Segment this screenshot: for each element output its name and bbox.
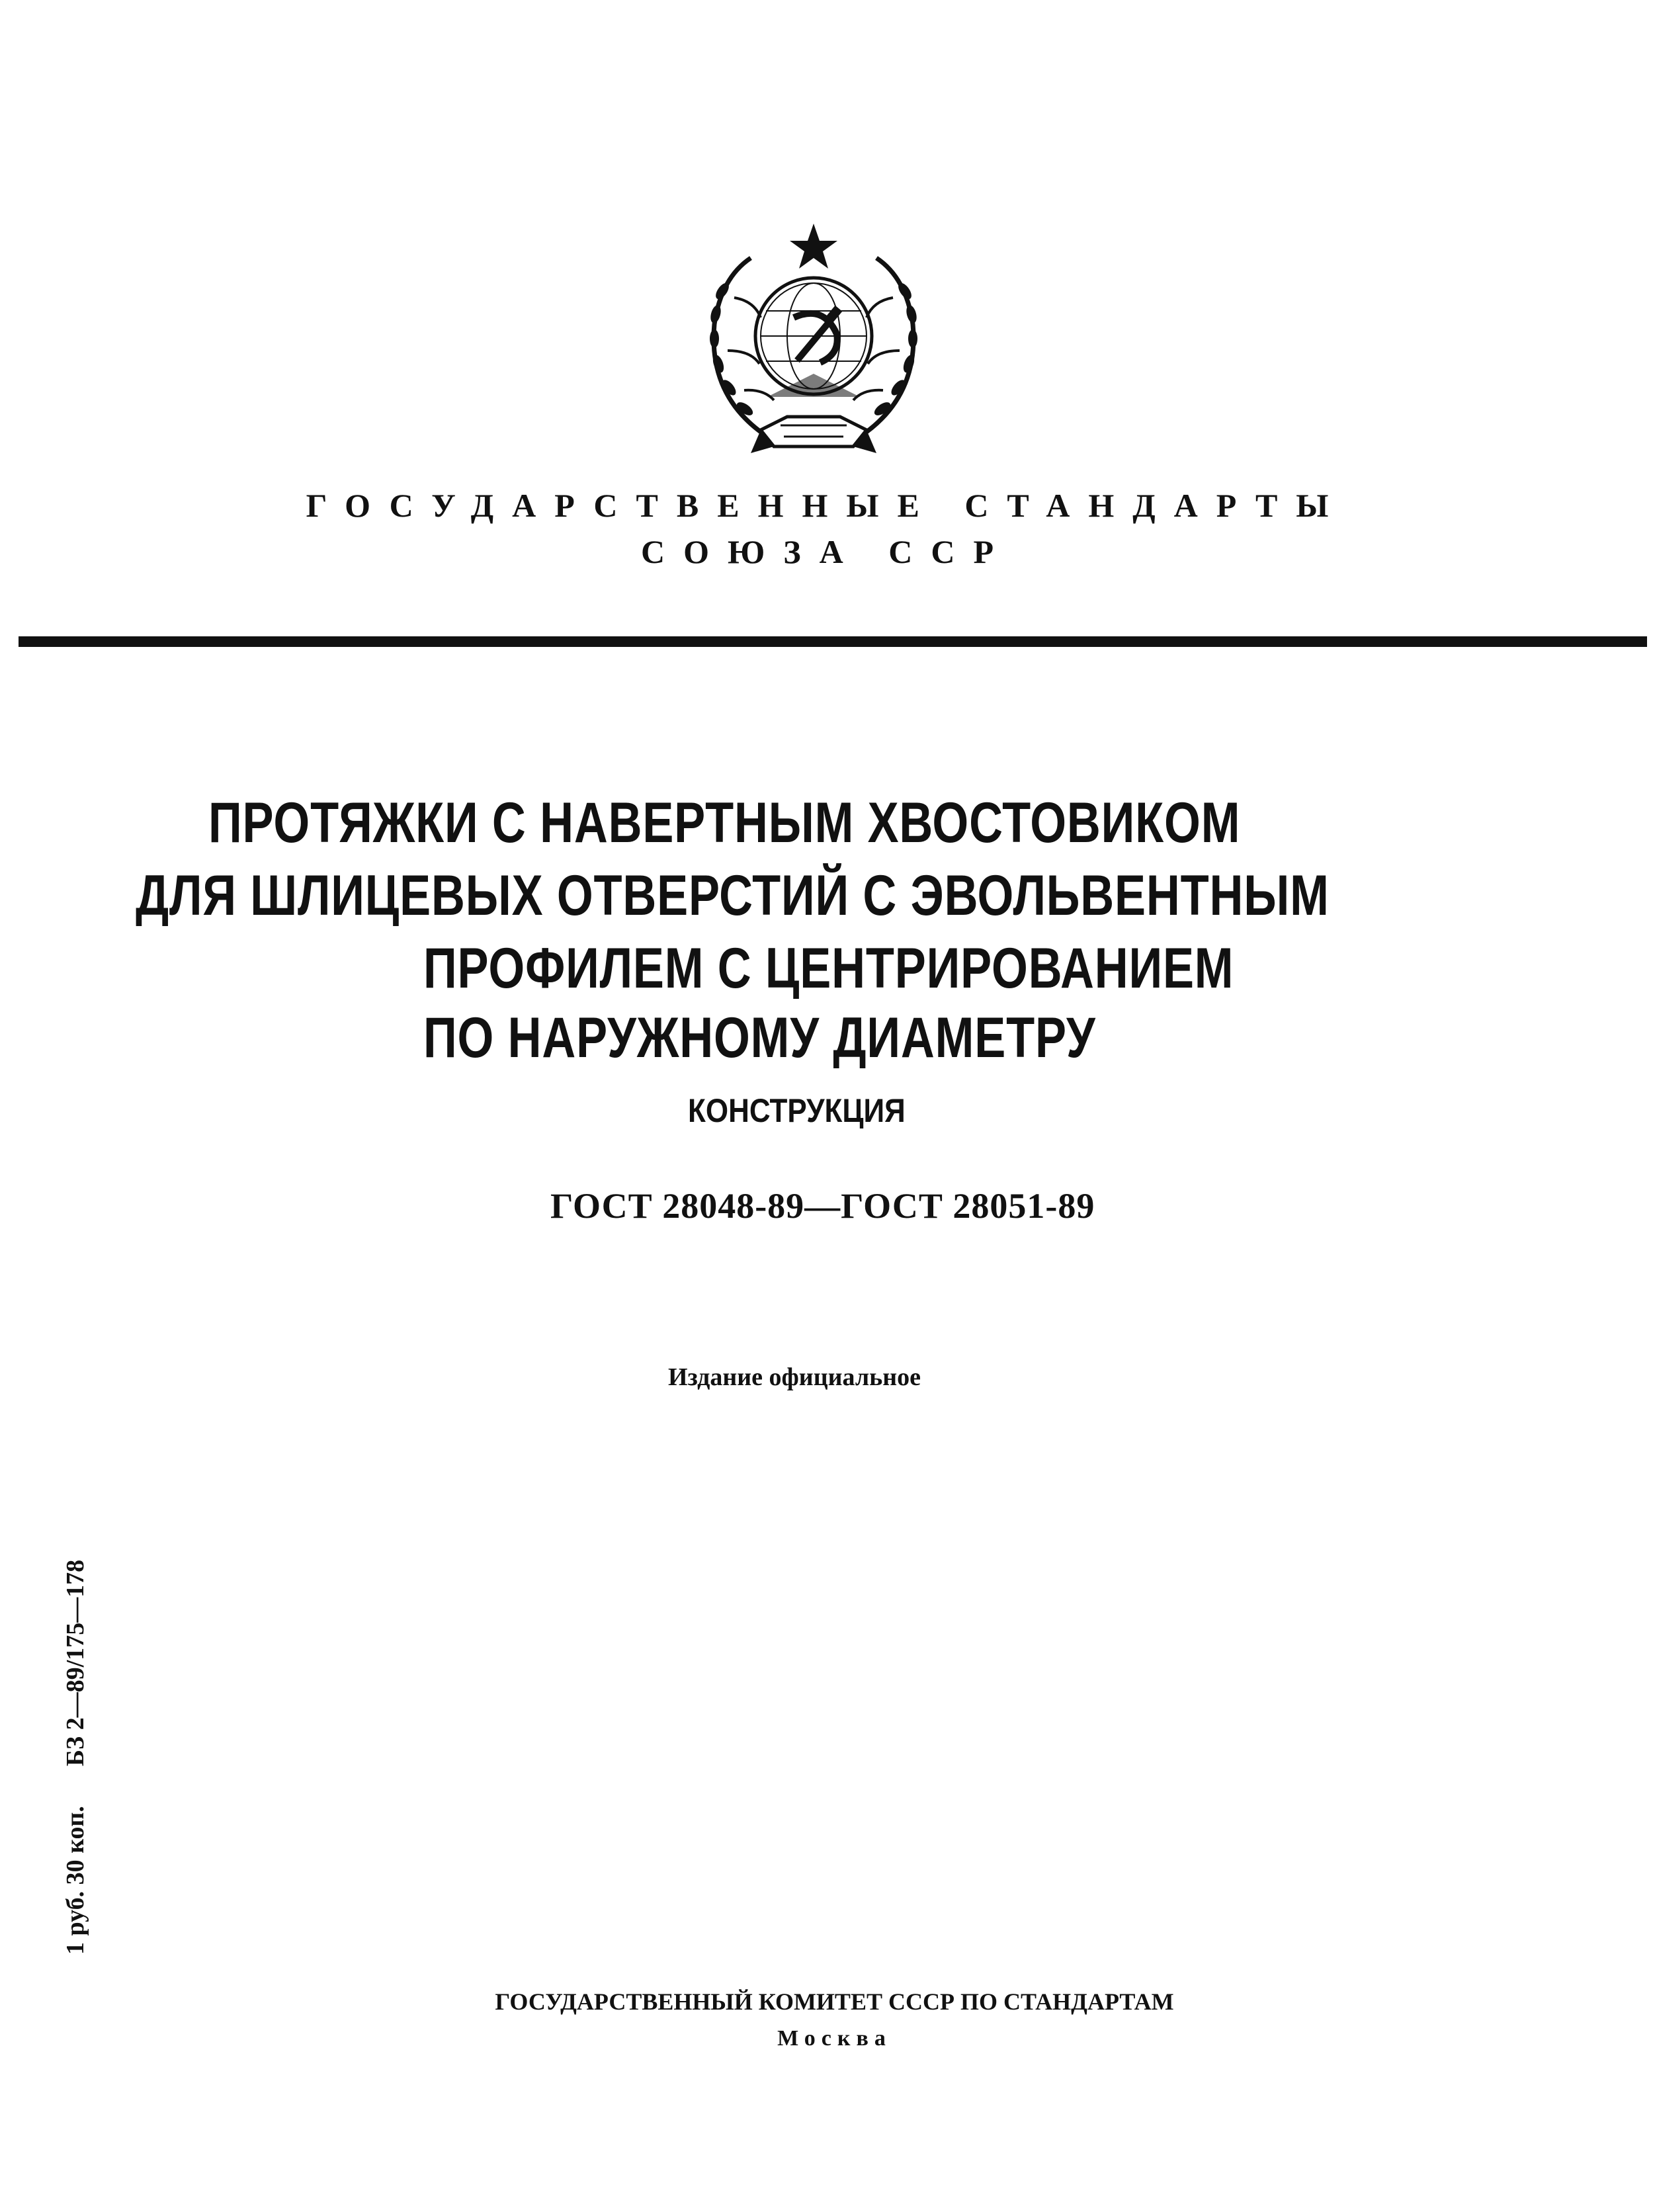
standard-numbers: ГОСТ 28048-89—ГОСТ 28051-89	[550, 1186, 1095, 1226]
document-subtitle: КОНСТРУКЦИЯ	[688, 1092, 906, 1129]
document-title-line-4: ПО НАРУЖНОМУ ДИАМЕТРУ	[423, 1006, 1096, 1070]
catalog-code: БЗ 2—89/175—178	[62, 1559, 89, 1767]
ussr-state-emblem-icon	[688, 218, 939, 470]
publisher-series-subtitle: СОЮЗА ССР	[640, 533, 1013, 570]
publisher-name: ГОСУДАРСТВЕННЫЙ КОМИТЕТ СССР ПО СТАНДАРТАМ	[495, 1988, 1174, 2015]
document-title-line-2: ДЛЯ ШЛИЦЕВЫХ ОТВЕРСТИЙ С ЭВОЛЬВЕНТНЫМ	[136, 864, 1330, 927]
price-label: 1 руб. 30 коп.	[62, 1806, 89, 1955]
document-title-line-3: ПРОФИЛЕМ С ЦЕНТРИРОВАНИЕМ	[423, 937, 1234, 1000]
header-divider	[19, 636, 1647, 647]
side-price-code	[61, 1560, 90, 1955]
publisher-series-title: ГОСУДАРСТВЕННЫЕ СТАНДАРТЫ	[306, 487, 1347, 524]
document-title-line-1: ПРОТЯЖКИ С НАВЕРТНЫМ ХВОСТОВИКОМ	[208, 791, 1241, 855]
edition-label: Издание официальное	[668, 1363, 921, 1391]
publisher-city: Москва	[777, 2026, 892, 2051]
